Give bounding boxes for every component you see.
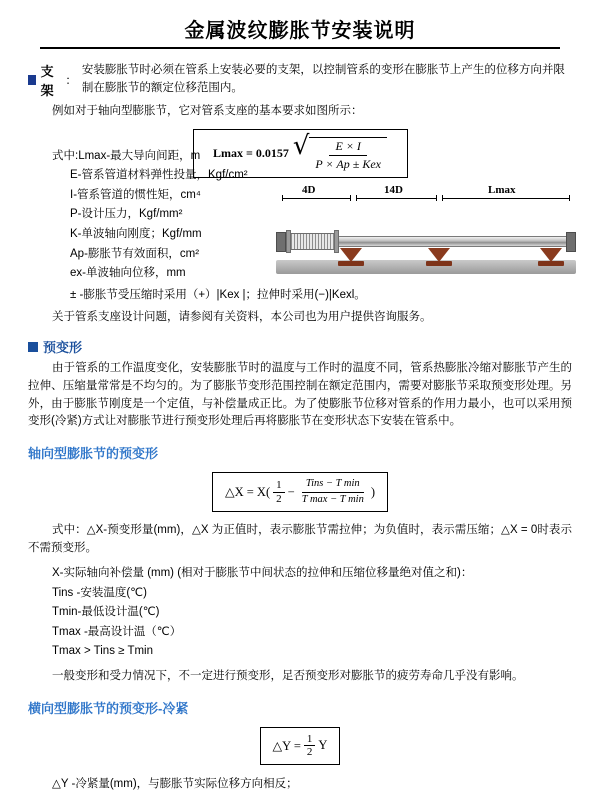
diagram-label-4d: 4D: [302, 183, 316, 196]
legend-item: Tmax -最高设计温（℃）: [52, 625, 182, 638]
section-heading-predeform: [28, 337, 572, 356]
section-heading-support-label: 支架: [40, 64, 54, 98]
page-title: 金属波纹膨胀节安装说明: [184, 18, 416, 42]
section-heading-support: [28, 61, 572, 99]
square-bullet-icon: [28, 342, 38, 352]
legend-item: Tins -安装温度(℃): [52, 586, 147, 599]
formula-delta-y-rhs: Y: [318, 738, 328, 753]
diagram-label-lmax: Lmax: [488, 183, 516, 196]
anchor-right: [566, 232, 576, 252]
legend-list-lateral: [28, 775, 572, 794]
legend-item: ± -膨胀节受压缩时采用（+）|Kex |；拉伸时采用(−)|Kexl。: [70, 288, 366, 301]
formula-delta-y-lhs: △Y =: [272, 738, 301, 753]
formula-delta-y-coef: $\frac{1}{2}$: [304, 733, 316, 759]
legend-item: X-实际轴向补偿量 (mm) (相对于膨胀节中间状态的拉伸和压缩位移量绝对值之和)：: [52, 567, 473, 580]
title-divider: [40, 47, 560, 49]
legend-item: I-管系管道的惯性矩，cm⁴: [70, 188, 201, 201]
support-1: [338, 248, 364, 270]
anchor-left: [276, 232, 286, 252]
formula-delta-x-minus: −: [287, 484, 295, 499]
pipe-support-diagram: [276, 184, 576, 289]
subsection-axial-para2: 一般变形和受力情况下，不一定进行预变形，足否预变形对膨胀节的疲劳寿命几乎没有影响。: [52, 669, 524, 682]
square-bullet-icon: [28, 75, 36, 85]
formula-delta-x-coef: 1 2: [273, 479, 285, 505]
section-heading-predeform-label: 预变形: [43, 340, 83, 355]
support-3: [538, 248, 564, 270]
legend-item: Tmin-最低设计温(℃): [52, 606, 160, 619]
formula-lmax-lhs: Lmax = 0.0157: [213, 145, 289, 160]
section-heading-support-text: ：: [65, 75, 77, 87]
legend-item: K-单波轴向刚度；Kgf/mm: [70, 228, 202, 240]
section-support-para3: 关于管系支座设计问题，请参阅有关资料，本公司也为用户提供咨询服务。: [52, 311, 432, 324]
formula-delta-y: [28, 727, 572, 765]
document-page: [0, 14, 600, 790]
legend-item: Ap-膨胀节有效面积，cm²: [70, 247, 200, 260]
diagram-label-14d: 14D: [384, 183, 403, 196]
legend-list-axial: [28, 564, 572, 662]
formula-delta-x: [28, 472, 572, 512]
bellows-cap-left: [286, 230, 291, 253]
formula-lmax-numerator: E × I: [329, 139, 366, 156]
formula-delta-x-frac: Tins − T min T max − T min: [301, 478, 364, 505]
legend-item: ex-单波轴向位移，mm: [70, 267, 186, 280]
bellows-expansion-joint: [290, 233, 336, 250]
formula-delta-x-rhs: ): [370, 484, 375, 499]
formula-lmax-denominator: P × Ap ± Kex: [315, 156, 381, 171]
legend-item: P-设计压力，Kgf/mm²: [70, 208, 183, 221]
section-support-para2: 例如对于轴向型膨胀节，它对管系支座的基本要求如图所示：: [52, 105, 363, 117]
legend-item: Tmax > Tins ≥ Tmin: [52, 645, 153, 658]
document-body: [0, 61, 600, 794]
formula-delta-x-lhs: △X = X(: [224, 485, 271, 500]
sqrt-icon: √ $\frac{E \times I}{\text{P × Ap ± Kex}}$: [293, 135, 387, 172]
pipe-assembly: [276, 208, 576, 278]
support-2: [426, 248, 452, 270]
legend-item: E-管系管道材料弹性投量，Kgf/cm²: [70, 169, 248, 182]
diagram-dimensions: [276, 184, 576, 200]
section-predeform-para1: 由于管系的工作温度变化，安装膨胀节时的温度与工作时的温度不同，管系热膨胀冷缩对膨胀节产生的拉伸、压缩量常常是不均匀的。为了膨胀节变形范围控制在额定范围内，需要对膨胀节采取预变形处理。另外，由于膨胀节刚度是一个定值，与补偿量成正比。为了使膨胀节位移对管系的作用力最小，也可以采用预变形(冷紧)方式让对膨胀节进行预变形处理后再将膨胀节在变形状态下安装在管系中。: [28, 362, 572, 428]
subsection-heading-axial: 轴向型膨胀节的预变形: [28, 446, 159, 462]
legend-item: 式中:Lmax-最大导向间距，m: [52, 149, 201, 162]
subsection-axial-para1: 式中：△X-预变形量(mm)，△X 为正值时，表示膨胀节需拉伸；为负值时，表示需压缩；△X = 0时表示不需预变形。: [28, 524, 572, 555]
legend-item: △Y -冷紧量(mm)，与膨胀节实际位移方向相反；: [52, 777, 298, 790]
subsection-heading-lateral: 横向型膨胀节的预变形-冷紧: [28, 700, 189, 716]
legend-list-support: [28, 147, 258, 284]
section-support-para1: 安装膨胀节时必须在管系上安装必要的支架，以控制管系的变形在膨胀节上产生的位移方向并限制在膨胀节的额定位移范围内。: [81, 64, 565, 94]
